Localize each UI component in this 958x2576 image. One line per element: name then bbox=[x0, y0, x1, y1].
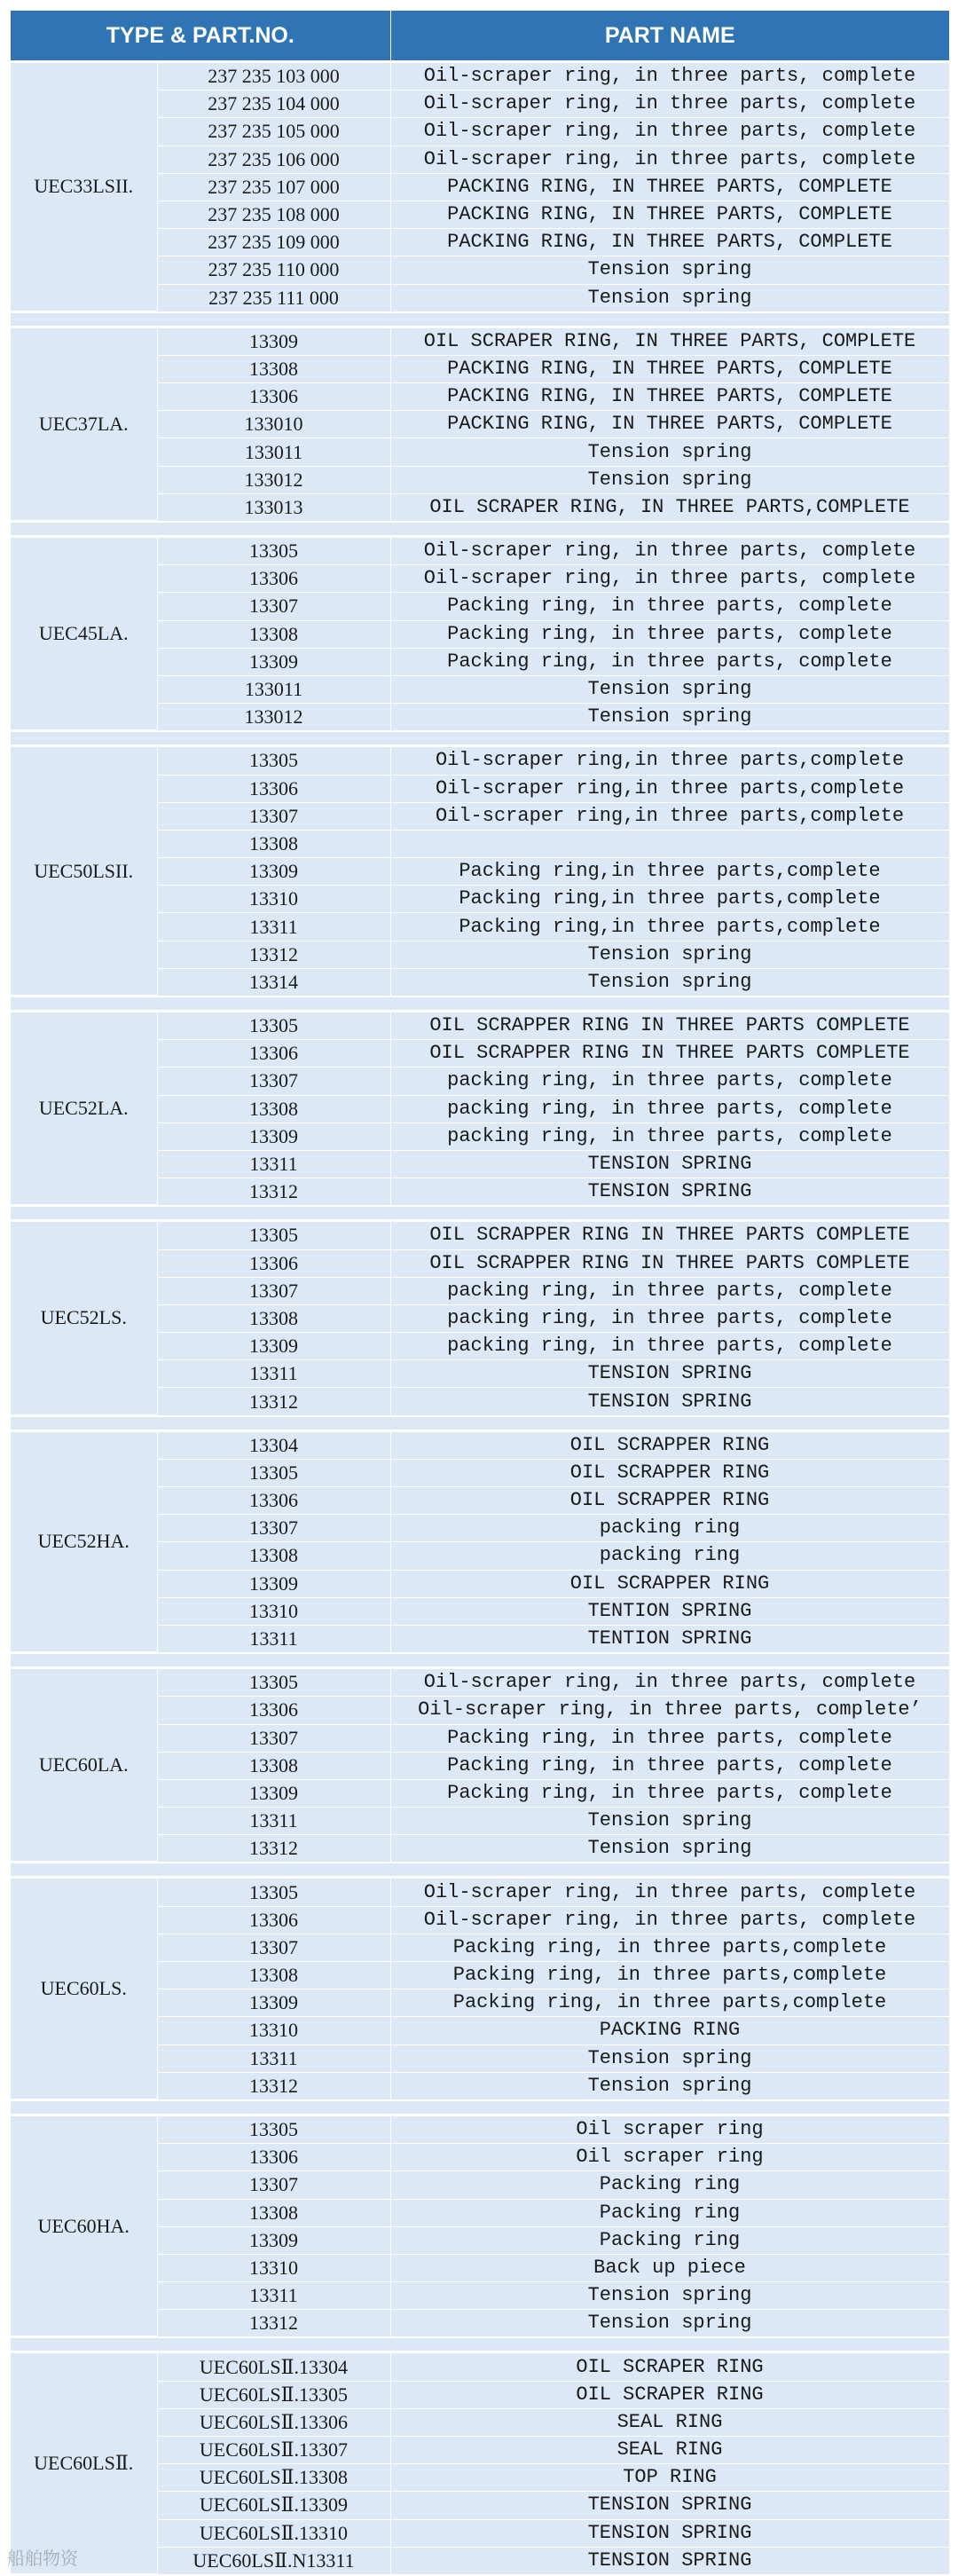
part-name-cell: Packing ring,in three parts,complete bbox=[390, 858, 949, 886]
part-name-cell: Tension spring bbox=[390, 466, 949, 493]
group-spacer bbox=[11, 311, 949, 327]
part-number-cell: 237 235 105 000 bbox=[157, 118, 390, 146]
part-name-cell: packing ring, in three parts, complete bbox=[390, 1123, 949, 1150]
part-name-cell: packing ring bbox=[390, 1515, 949, 1542]
part-number-cell: 13305 bbox=[157, 1459, 390, 1486]
part-name-cell: Tension spring bbox=[390, 968, 949, 996]
part-number-cell: UEC60LSⅡ.13307 bbox=[157, 2437, 390, 2464]
part-number-cell: 237 235 108 000 bbox=[157, 201, 390, 228]
part-number-cell: 13311 bbox=[157, 913, 390, 941]
part-number-cell: UEC60LSⅡ.13306 bbox=[157, 2408, 390, 2436]
part-name-cell: Tension spring bbox=[390, 675, 949, 703]
part-name-cell: Packing ring, in three parts, complete bbox=[390, 1724, 949, 1752]
table-row bbox=[11, 2115, 949, 2143]
part-name-cell: PACKING RING, IN THREE PARTS, COMPLETE bbox=[390, 201, 949, 228]
group-spacer bbox=[11, 997, 949, 1012]
part-number-cell: 13311 bbox=[157, 1360, 390, 1388]
part-name-cell: OIL SCRAPPER RING IN THREE PARTS COMPLETE bbox=[390, 1249, 949, 1277]
part-number-cell: 13305 bbox=[157, 746, 390, 775]
part-name-cell: TENSION SPRING bbox=[390, 2519, 949, 2547]
part-number-cell: 13306 bbox=[157, 1906, 390, 1934]
group-spacer-cell bbox=[11, 997, 949, 1012]
part-name-cell: Oil-scraper ring,in three parts,complete bbox=[390, 802, 949, 830]
part-name-cell: Oil-scraper ring, in three parts, complete bbox=[390, 1906, 949, 1934]
part-name-cell: PACKING RING bbox=[390, 2017, 949, 2044]
part-number-cell: 13310 bbox=[157, 2254, 390, 2281]
group-spacer-cell bbox=[11, 522, 949, 537]
part-name-cell: Oil-scraper ring, in three parts, complete bbox=[390, 146, 949, 173]
part-name-cell: Back up piece bbox=[390, 2254, 949, 2281]
part-name-cell: Oil scraper ring bbox=[390, 2144, 949, 2171]
part-name-cell: TENSION SPRING bbox=[390, 1178, 949, 1206]
part-number-cell: 13312 bbox=[157, 1178, 390, 1206]
parts-table bbox=[11, 11, 950, 2576]
part-number-cell: 13308 bbox=[157, 1542, 390, 1570]
part-name-cell: packing ring, in three parts, complete bbox=[390, 1067, 949, 1095]
part-name-cell bbox=[390, 830, 949, 857]
part-number-cell: 237 235 104 000 bbox=[157, 91, 390, 118]
part-name-cell: packing ring, in three parts, complete bbox=[390, 1277, 949, 1304]
part-name-cell: Packing ring, in three parts,complete bbox=[390, 1989, 949, 2017]
part-number-cell: 13307 bbox=[157, 1515, 390, 1542]
part-name-cell: TENTION SPRING bbox=[390, 1625, 949, 1652]
part-number-cell: 13306 bbox=[157, 1249, 390, 1277]
part-number-cell: 13308 bbox=[157, 1752, 390, 1779]
table-row bbox=[11, 1430, 949, 1459]
part-number-cell: 133013 bbox=[157, 493, 390, 521]
part-name-cell: Packing ring bbox=[390, 2171, 949, 2199]
engine-type-cell: UEC33LSII. bbox=[11, 62, 157, 312]
table-row bbox=[11, 746, 949, 775]
table-row bbox=[11, 1668, 949, 1697]
part-number-cell: 13307 bbox=[157, 593, 390, 620]
part-name-cell: Tension spring bbox=[390, 438, 949, 466]
engine-type-cell: UEC50LSII. bbox=[11, 746, 157, 997]
part-name-cell: Packing ring bbox=[390, 2226, 949, 2254]
group-spacer-cell bbox=[11, 1415, 949, 1430]
part-number-cell: 13306 bbox=[157, 565, 390, 593]
part-name-cell: Oil-scraper ring, in three parts, complete bbox=[390, 62, 949, 91]
part-number-cell: 13308 bbox=[157, 1962, 390, 1989]
part-number-cell: 13307 bbox=[157, 2171, 390, 2199]
group-spacer bbox=[11, 2337, 949, 2352]
part-number-cell: 13309 bbox=[157, 2226, 390, 2254]
part-name-cell: Packing ring, in three parts, complete bbox=[390, 1779, 949, 1807]
group-spacer bbox=[11, 1206, 949, 1221]
part-number-cell: 13309 bbox=[157, 1123, 390, 1150]
part-number-cell: 13311 bbox=[157, 1808, 390, 1835]
part-number-cell: 13309 bbox=[157, 1989, 390, 2017]
part-name-cell: Tension spring bbox=[390, 2044, 949, 2072]
part-name-cell: packing ring bbox=[390, 1542, 949, 1570]
table-row bbox=[11, 62, 949, 91]
part-number-cell: UEC60LSⅡ.N13311 bbox=[157, 2547, 390, 2574]
part-name-cell: OIL SCRAPER RING bbox=[390, 2381, 949, 2408]
part-number-cell: 13310 bbox=[157, 1597, 390, 1625]
part-name-cell: TENSION SPRING bbox=[390, 2492, 949, 2519]
part-number-cell: UEC60LSⅡ.13309 bbox=[157, 2492, 390, 2519]
part-number-cell: UEC60LSⅡ.13304 bbox=[157, 2352, 390, 2381]
part-number-cell: 13305 bbox=[157, 537, 390, 565]
part-name-cell: OIL SCRAPPER RING bbox=[390, 1487, 949, 1515]
group-spacer-cell bbox=[11, 1863, 949, 1878]
part-name-cell: OIL SCRAPER RING, IN THREE PARTS,COMPLETE bbox=[390, 493, 949, 521]
table-row bbox=[11, 1878, 949, 1906]
part-number-cell: 13311 bbox=[157, 2044, 390, 2072]
parts-table-body bbox=[11, 62, 949, 2575]
part-name-cell: Tension spring bbox=[390, 1808, 949, 1835]
table-row bbox=[11, 1221, 949, 1249]
part-name-cell: PACKING RING, IN THREE PARTS, COMPLETE bbox=[390, 383, 949, 411]
header-part-name: PART NAME bbox=[390, 11, 949, 62]
part-number-cell: 133011 bbox=[157, 675, 390, 703]
part-number-cell: 13306 bbox=[157, 1487, 390, 1515]
part-number-cell: 13307 bbox=[157, 1277, 390, 1304]
part-number-cell: 13309 bbox=[157, 1570, 390, 1597]
part-name-cell: Oil-scraper ring, in three parts, complete bbox=[390, 537, 949, 565]
part-name-cell: PACKING RING, IN THREE PARTS, COMPLETE bbox=[390, 355, 949, 382]
part-number-cell: 13312 bbox=[157, 1835, 390, 1863]
table-row bbox=[11, 327, 949, 355]
part-name-cell: Tension spring bbox=[390, 256, 949, 284]
part-number-cell: UEC60LSⅡ.13310 bbox=[157, 2519, 390, 2547]
part-name-cell: Oil-scraper ring, in three parts, complete bbox=[390, 91, 949, 118]
table-row bbox=[11, 537, 949, 565]
part-name-cell: TENSION SPRING bbox=[390, 1360, 949, 1388]
header-type-part: TYPE & PART.NO. bbox=[11, 11, 390, 62]
part-number-cell: 13311 bbox=[157, 2282, 390, 2310]
part-name-cell: Packing ring, in three parts, complete bbox=[390, 648, 949, 675]
part-number-cell: 13309 bbox=[157, 327, 390, 355]
group-spacer-cell bbox=[11, 1653, 949, 1668]
group-spacer-cell bbox=[11, 2099, 949, 2115]
part-name-cell: OIL SCRAPPER RING IN THREE PARTS COMPLETE bbox=[390, 1012, 949, 1040]
part-name-cell: Tension spring bbox=[390, 1835, 949, 1863]
header-row bbox=[11, 11, 949, 62]
part-number-cell: 13305 bbox=[157, 1668, 390, 1697]
part-name-cell: Tension spring bbox=[390, 941, 949, 968]
part-number-cell: 13307 bbox=[157, 1724, 390, 1752]
part-number-cell: 133011 bbox=[157, 438, 390, 466]
part-name-cell: Oil-scraper ring, in three parts, complete bbox=[390, 118, 949, 146]
part-name-cell: Tension spring bbox=[390, 704, 949, 731]
part-name-cell: Tension spring bbox=[390, 2310, 949, 2337]
part-number-cell: 13308 bbox=[157, 1095, 390, 1123]
part-name-cell: TOP RING bbox=[390, 2464, 949, 2492]
engine-type-cell: UEC60LSⅡ. bbox=[11, 2352, 157, 2575]
part-name-cell: Packing ring, in three parts,complete bbox=[390, 1934, 949, 1961]
part-number-cell: 13306 bbox=[157, 2144, 390, 2171]
part-number-cell: 13312 bbox=[157, 941, 390, 968]
part-number-cell: 13306 bbox=[157, 775, 390, 802]
part-name-cell: TENSION SPRING bbox=[390, 1388, 949, 1415]
part-number-cell: 13309 bbox=[157, 648, 390, 675]
group-spacer-cell bbox=[11, 2337, 949, 2352]
part-name-cell: Tension spring bbox=[390, 284, 949, 311]
part-name-cell: Packing ring, in three parts, complete bbox=[390, 593, 949, 620]
group-spacer bbox=[11, 2099, 949, 2115]
part-number-cell: 13308 bbox=[157, 355, 390, 382]
part-number-cell: 13306 bbox=[157, 383, 390, 411]
part-number-cell: 13306 bbox=[157, 1697, 390, 1724]
part-number-cell: 13312 bbox=[157, 2310, 390, 2337]
part-number-cell: 13305 bbox=[157, 1878, 390, 1906]
part-number-cell: 237 235 111 000 bbox=[157, 284, 390, 311]
engine-type-cell: UEC52LS. bbox=[11, 1221, 157, 1415]
part-name-cell: TENTION SPRING bbox=[390, 1597, 949, 1625]
part-name-cell: Packing ring,in three parts,complete bbox=[390, 886, 949, 913]
part-name-cell: Oil-scraper ring, in three parts, complete bbox=[390, 565, 949, 593]
part-number-cell: 13311 bbox=[157, 1150, 390, 1178]
part-number-cell: 237 235 106 000 bbox=[157, 146, 390, 173]
part-number-cell: UEC60LSⅡ.13305 bbox=[157, 2381, 390, 2408]
part-number-cell: 13306 bbox=[157, 1040, 390, 1067]
part-name-cell: Tension spring bbox=[390, 2072, 949, 2099]
part-number-cell: 13309 bbox=[157, 1333, 390, 1360]
part-name-cell: OIL SCRAPER RING, IN THREE PARTS, COMPLETE bbox=[390, 327, 949, 355]
group-spacer bbox=[11, 1863, 949, 1878]
engine-type-cell: UEC52HA. bbox=[11, 1430, 157, 1653]
part-name-cell: OIL SCRAPPER RING bbox=[390, 1570, 949, 1597]
group-spacer bbox=[11, 731, 949, 746]
part-name-cell: packing ring, in three parts, complete bbox=[390, 1304, 949, 1332]
part-name-cell: Packing ring, in three parts,complete bbox=[390, 1962, 949, 1989]
group-spacer-cell bbox=[11, 311, 949, 327]
part-name-cell: PACKING RING, IN THREE PARTS, COMPLETE bbox=[390, 229, 949, 256]
part-name-cell: PACKING RING, IN THREE PARTS, COMPLETE bbox=[390, 411, 949, 438]
part-name-cell: Oil-scraper ring,in three parts,complete bbox=[390, 746, 949, 775]
part-name-cell: Oil-scraper ring, in three parts, complete bbox=[390, 1668, 949, 1697]
engine-type-cell: UEC45LA. bbox=[11, 537, 157, 731]
part-number-cell: 13307 bbox=[157, 1934, 390, 1961]
part-name-cell: OIL SCRAPPER RING bbox=[390, 1459, 949, 1486]
part-number-cell: 13308 bbox=[157, 2199, 390, 2226]
part-name-cell: PACKING RING, IN THREE PARTS, COMPLETE bbox=[390, 173, 949, 201]
part-name-cell: TENSION SPRING bbox=[390, 1150, 949, 1178]
group-spacer-cell bbox=[11, 731, 949, 746]
part-name-cell: Packing ring, in three parts, complete bbox=[390, 620, 949, 648]
part-number-cell: 237 235 103 000 bbox=[157, 62, 390, 91]
part-name-cell: packing ring, in three parts, complete bbox=[390, 1095, 949, 1123]
part-number-cell: 13310 bbox=[157, 886, 390, 913]
part-number-cell: 133012 bbox=[157, 466, 390, 493]
part-number-cell: 13305 bbox=[157, 1012, 390, 1040]
part-number-cell: 13308 bbox=[157, 830, 390, 857]
part-name-cell: Packing ring,in three parts,complete bbox=[390, 913, 949, 941]
part-number-cell: 13314 bbox=[157, 968, 390, 996]
part-name-cell: SEAL RING bbox=[390, 2437, 949, 2464]
part-name-cell: Oil-scraper ring, in three parts, complete’ bbox=[390, 1697, 949, 1724]
part-number-cell: 13305 bbox=[157, 2115, 390, 2143]
engine-type-cell: UEC37LA. bbox=[11, 327, 157, 521]
part-name-cell: OIL SCRAPPER RING IN THREE PARTS COMPLETE bbox=[390, 1040, 949, 1067]
part-name-cell: OIL SCRAPPER RING IN THREE PARTS COMPLETE bbox=[390, 1221, 949, 1249]
part-number-cell: 13312 bbox=[157, 1388, 390, 1415]
part-number-cell: 133012 bbox=[157, 704, 390, 731]
part-name-cell: Packing ring bbox=[390, 2199, 949, 2226]
part-name-cell: packing ring, in three parts, complete bbox=[390, 1333, 949, 1360]
group-spacer-cell bbox=[11, 1206, 949, 1221]
part-name-cell: SEAL RING bbox=[390, 2408, 949, 2436]
group-spacer bbox=[11, 1653, 949, 1668]
group-spacer bbox=[11, 522, 949, 537]
part-number-cell: 237 235 107 000 bbox=[157, 173, 390, 201]
engine-type-cell: UEC60HA. bbox=[11, 2115, 157, 2337]
part-name-cell: OIL SCRAPPER RING bbox=[390, 1430, 949, 1459]
engine-type-cell: UEC60LS. bbox=[11, 1878, 157, 2100]
part-number-cell: 13309 bbox=[157, 858, 390, 886]
part-number-cell: 13307 bbox=[157, 802, 390, 830]
table-row bbox=[11, 2352, 949, 2381]
part-name-cell: OIL SCRAPER RING bbox=[390, 2352, 949, 2381]
part-name-cell: Oil-scraper ring,in three parts,complete bbox=[390, 775, 949, 802]
watermark-logo: 船舶物资 bbox=[7, 2548, 78, 2569]
group-spacer bbox=[11, 1415, 949, 1430]
part-number-cell: 13309 bbox=[157, 1779, 390, 1807]
part-number-cell: 13310 bbox=[157, 2017, 390, 2044]
part-number-cell: 237 235 109 000 bbox=[157, 229, 390, 256]
part-name-cell: Packing ring, in three parts, complete bbox=[390, 1752, 949, 1779]
engine-type-cell: UEC52LA. bbox=[11, 1012, 157, 1206]
part-number-cell: 13305 bbox=[157, 1221, 390, 1249]
part-number-cell: 13308 bbox=[157, 1304, 390, 1332]
part-name-cell: Oil-scraper ring, in three parts, complete bbox=[390, 1878, 949, 1906]
part-number-cell: 13311 bbox=[157, 1625, 390, 1652]
engine-type-cell: UEC60LA. bbox=[11, 1668, 157, 1863]
part-name-cell: TENSION SPRING bbox=[390, 2547, 949, 2574]
part-number-cell: 13304 bbox=[157, 1430, 390, 1459]
part-number-cell: 237 235 110 000 bbox=[157, 256, 390, 284]
parts-sheet bbox=[11, 11, 949, 2576]
part-number-cell: UEC60LSⅡ.13308 bbox=[157, 2464, 390, 2492]
part-name-cell: Tension spring bbox=[390, 2282, 949, 2310]
part-number-cell: 13312 bbox=[157, 2072, 390, 2099]
part-number-cell: 13307 bbox=[157, 1067, 390, 1095]
part-number-cell: 133010 bbox=[157, 411, 390, 438]
part-name-cell: Oil scraper ring bbox=[390, 2115, 949, 2143]
table-row bbox=[11, 1012, 949, 1040]
part-number-cell: 13308 bbox=[157, 620, 390, 648]
